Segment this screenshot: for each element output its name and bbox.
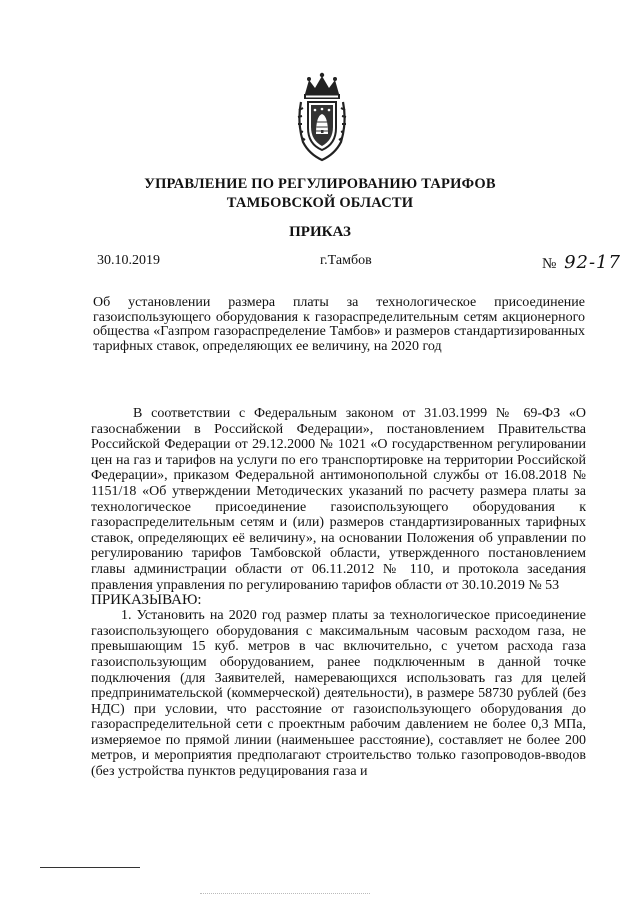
document-subject: Об установлении размера платы за технологическое присоединение газоиспользующего оборудования к газораспределительным сетям акционерного общества «Газпром газораспределение Тамбов» и размеров стандартизированных тарифных ставок, определяющих ее величину, на 2020 год <box>93 295 585 354</box>
preamble-paragraph: В соответствии с Федеральным законом от 31.03.1999 № 69-ФЗ «О газоснабжении в Российской Федерации», постановлением Правительства Российской Федерации от 29.12.2000 № 1021 «О государственном регулировании цен на газ и тарифов на услуги по его транспортировке на территории Российской Федерации», приказом Федеральной антимонопольной службы от 16.08.2018 № 1151/18 «Об утверждении Методических указаний по расчету размера платы за технологическое присоединение газоиспользующего оборудования к газораспределительным сетям и (или) размеров стандартизированных тарифных ставок, определяющих её величину», на основании Положения об управлении по регулированию тарифов Тамбовской области, утвержденного постановлением главы администрации области от 06.11.2012 № 110, и протокола заседания правления управления по регулированию тарифов области от 30.10.2019 № 53 <box>91 406 586 593</box>
authority-name-line1: УПРАВЛЕНИЕ ПО РЕГУЛИРОВАНИЮ ТАРИФОВ <box>144 176 496 192</box>
scan-artifact-line <box>200 893 370 894</box>
number-prefix: № <box>542 256 557 272</box>
document-date: 30.10.2019 <box>97 253 160 268</box>
number-handwritten: 92-17 <box>564 252 621 273</box>
item-1-paragraph: 1. Установить на 2020 год размер платы за технологическое присоединение газоиспользующего оборудования с максимальным часовым расходом газа, не превышающим 15 куб. метров в час включительно, с учетом расхода газа газоиспользующим оборудованием, ранее подключенным в данной точке подключения (для Заявителей, намеревающихся использовать газ для целей предпринимательской (коммерческой) деятельности), в размере 58730 рублей (без НДС) при условии, что расстояние от газоиспользующего оборудования до газораспределительной сети с проектным рабочим давлением не более 0,3 МПа, измеряемое по прямой линии (наименьшее расстояние), составляет не более 200 метров, и мероприятия предполагают строительство только газопроводов-вводов (без устройства пунктов редуцирования газа и <box>91 608 586 780</box>
document-body <box>91 406 586 780</box>
coat-of-arms-icon <box>297 72 347 162</box>
directive-heading: ПРИКАЗЫВАЮ: <box>91 592 202 609</box>
authority-name-line2: ТАМБОВСКОЙ ОБЛАСТИ <box>226 195 414 211</box>
document-type-title: ПРИКАЗ <box>289 224 351 240</box>
document-city: г.Тамбов <box>320 253 372 268</box>
footer-divider <box>40 867 140 868</box>
document-number <box>542 252 621 273</box>
